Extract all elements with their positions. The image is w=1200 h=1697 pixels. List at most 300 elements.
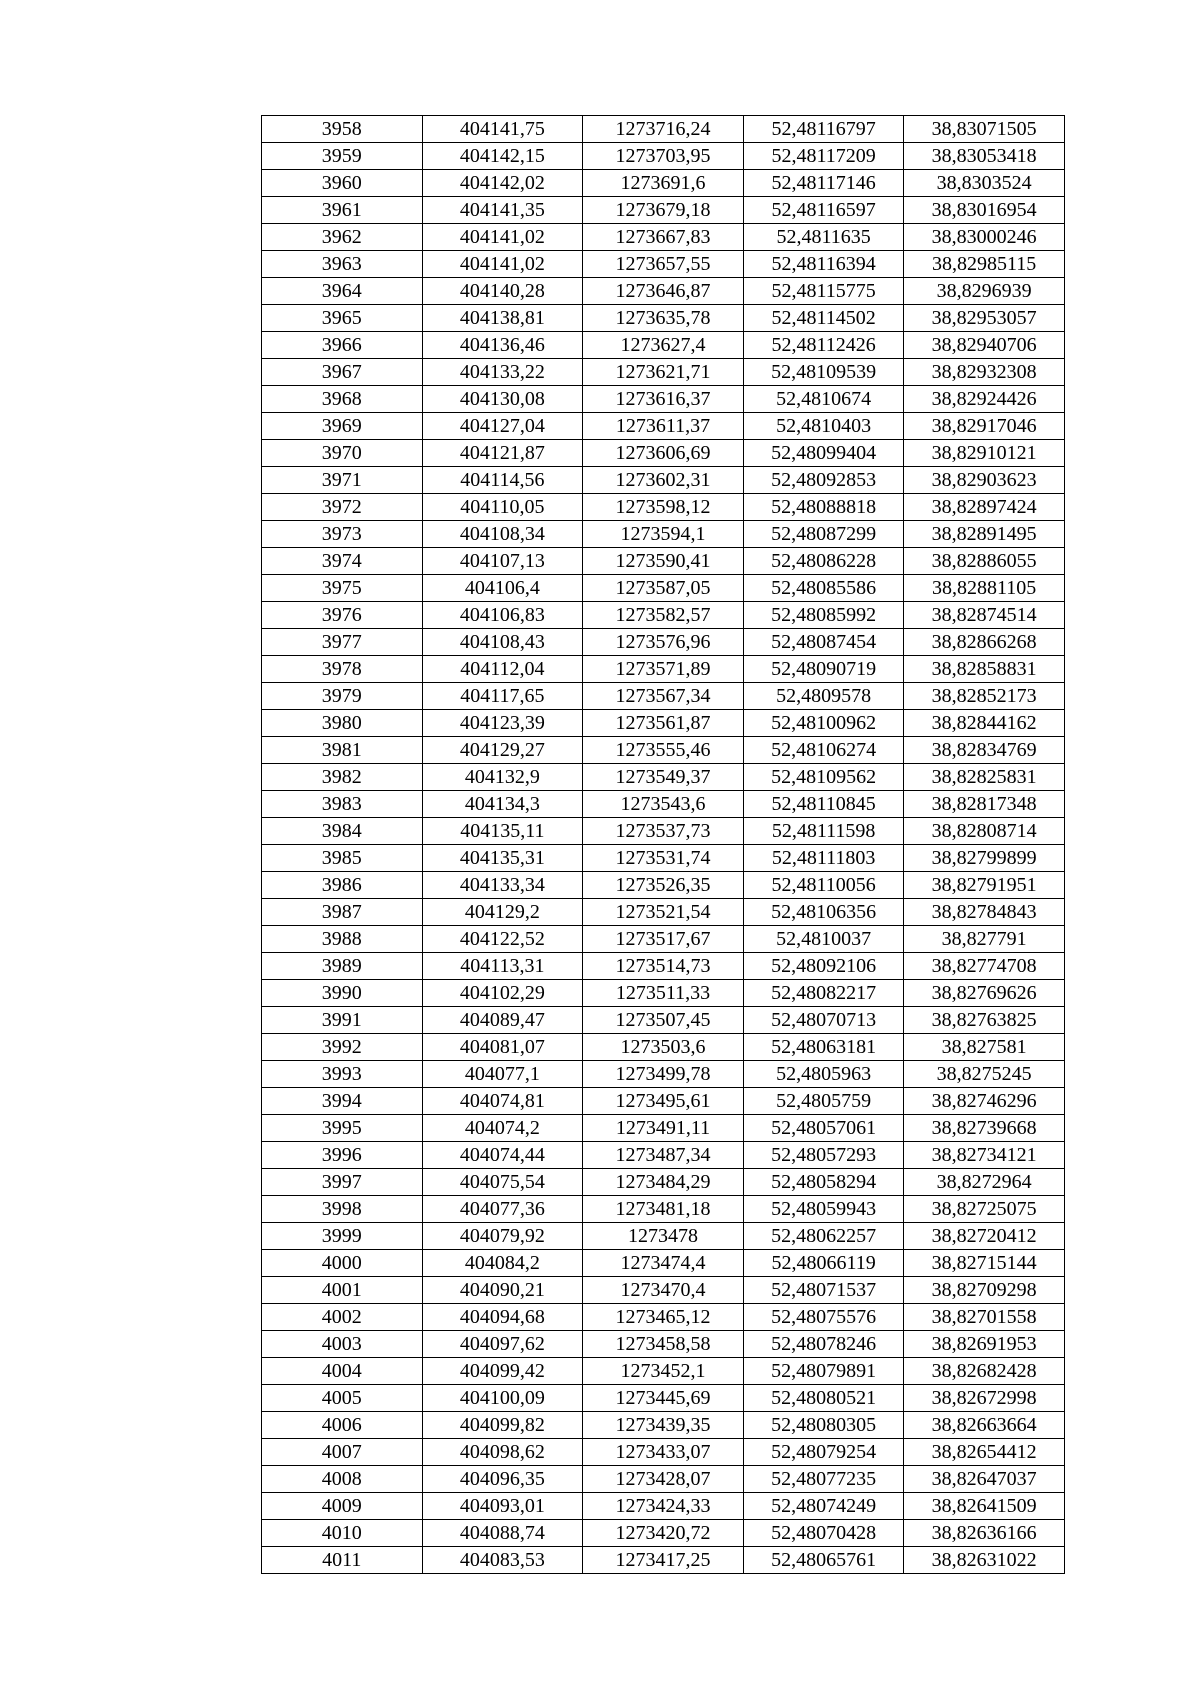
table-row bbox=[262, 1142, 1065, 1169]
latitude-cell: 52,48077235 bbox=[743, 1466, 904, 1493]
point-number-cell: 3978 bbox=[262, 656, 423, 683]
y-coordinate-cell: 1273514,73 bbox=[583, 953, 744, 980]
latitude-cell: 52,48079891 bbox=[743, 1358, 904, 1385]
x-coordinate-cell: 404133,22 bbox=[422, 359, 583, 386]
latitude-cell: 52,4805963 bbox=[743, 1061, 904, 1088]
x-coordinate-cell: 404089,47 bbox=[422, 1007, 583, 1034]
x-coordinate-cell: 404141,02 bbox=[422, 224, 583, 251]
point-number-cell: 4010 bbox=[262, 1520, 423, 1547]
table-row bbox=[262, 575, 1065, 602]
point-number-cell: 3986 bbox=[262, 872, 423, 899]
y-coordinate-cell: 1273495,61 bbox=[583, 1088, 744, 1115]
point-number-cell: 3996 bbox=[262, 1142, 423, 1169]
x-coordinate-cell: 404098,62 bbox=[422, 1439, 583, 1466]
point-number-cell: 3981 bbox=[262, 737, 423, 764]
y-coordinate-cell: 1273537,73 bbox=[583, 818, 744, 845]
y-coordinate-cell: 1273602,31 bbox=[583, 467, 744, 494]
longitude-cell: 38,82672998 bbox=[904, 1385, 1065, 1412]
longitude-cell: 38,82844162 bbox=[904, 710, 1065, 737]
longitude-cell: 38,83053418 bbox=[904, 143, 1065, 170]
longitude-cell: 38,82891495 bbox=[904, 521, 1065, 548]
longitude-cell: 38,827581 bbox=[904, 1034, 1065, 1061]
y-coordinate-cell: 1273470,4 bbox=[583, 1277, 744, 1304]
latitude-cell: 52,48087454 bbox=[743, 629, 904, 656]
x-coordinate-cell: 404132,9 bbox=[422, 764, 583, 791]
x-coordinate-cell: 404106,83 bbox=[422, 602, 583, 629]
y-coordinate-cell: 1273567,34 bbox=[583, 683, 744, 710]
table-row bbox=[262, 737, 1065, 764]
longitude-cell: 38,82932308 bbox=[904, 359, 1065, 386]
longitude-cell: 38,82769626 bbox=[904, 980, 1065, 1007]
point-number-cell: 3965 bbox=[262, 305, 423, 332]
y-coordinate-cell: 1273481,18 bbox=[583, 1196, 744, 1223]
latitude-cell: 52,48057061 bbox=[743, 1115, 904, 1142]
point-number-cell: 3995 bbox=[262, 1115, 423, 1142]
table-row bbox=[262, 1169, 1065, 1196]
latitude-cell: 52,4810037 bbox=[743, 926, 904, 953]
point-number-cell: 3963 bbox=[262, 251, 423, 278]
longitude-cell: 38,82825831 bbox=[904, 764, 1065, 791]
point-number-cell: 4007 bbox=[262, 1439, 423, 1466]
latitude-cell: 52,48088818 bbox=[743, 494, 904, 521]
point-number-cell: 3975 bbox=[262, 575, 423, 602]
y-coordinate-cell: 1273576,96 bbox=[583, 629, 744, 656]
latitude-cell: 52,48080305 bbox=[743, 1412, 904, 1439]
y-coordinate-cell: 1273420,72 bbox=[583, 1520, 744, 1547]
latitude-cell: 52,48080521 bbox=[743, 1385, 904, 1412]
x-coordinate-cell: 404074,2 bbox=[422, 1115, 583, 1142]
point-number-cell: 4011 bbox=[262, 1547, 423, 1574]
point-number-cell: 3992 bbox=[262, 1034, 423, 1061]
point-number-cell: 3991 bbox=[262, 1007, 423, 1034]
y-coordinate-cell: 1273439,35 bbox=[583, 1412, 744, 1439]
y-coordinate-cell: 1273621,71 bbox=[583, 359, 744, 386]
x-coordinate-cell: 404141,35 bbox=[422, 197, 583, 224]
longitude-cell: 38,82763825 bbox=[904, 1007, 1065, 1034]
latitude-cell: 52,48092853 bbox=[743, 467, 904, 494]
y-coordinate-cell: 1273543,6 bbox=[583, 791, 744, 818]
latitude-cell: 52,48111598 bbox=[743, 818, 904, 845]
y-coordinate-cell: 1273571,89 bbox=[583, 656, 744, 683]
y-coordinate-cell: 1273549,37 bbox=[583, 764, 744, 791]
longitude-cell: 38,82852173 bbox=[904, 683, 1065, 710]
table-row bbox=[262, 629, 1065, 656]
longitude-cell: 38,82734121 bbox=[904, 1142, 1065, 1169]
point-number-cell: 3976 bbox=[262, 602, 423, 629]
longitude-cell: 38,82917046 bbox=[904, 413, 1065, 440]
table-row bbox=[262, 1277, 1065, 1304]
table-row bbox=[262, 1466, 1065, 1493]
longitude-cell: 38,82881105 bbox=[904, 575, 1065, 602]
table-row bbox=[262, 953, 1065, 980]
longitude-cell: 38,82746296 bbox=[904, 1088, 1065, 1115]
coordinates-table bbox=[261, 115, 1065, 1574]
table-row bbox=[262, 1412, 1065, 1439]
y-coordinate-cell: 1273458,58 bbox=[583, 1331, 744, 1358]
point-number-cell: 3993 bbox=[262, 1061, 423, 1088]
latitude-cell: 52,48071537 bbox=[743, 1277, 904, 1304]
longitude-cell: 38,82725075 bbox=[904, 1196, 1065, 1223]
longitude-cell: 38,82903623 bbox=[904, 467, 1065, 494]
longitude-cell: 38,827791 bbox=[904, 926, 1065, 953]
point-number-cell: 3973 bbox=[262, 521, 423, 548]
table-row bbox=[262, 494, 1065, 521]
x-coordinate-cell: 404138,81 bbox=[422, 305, 583, 332]
point-number-cell: 4003 bbox=[262, 1331, 423, 1358]
table-row bbox=[262, 386, 1065, 413]
latitude-cell: 52,48115775 bbox=[743, 278, 904, 305]
point-number-cell: 3977 bbox=[262, 629, 423, 656]
table-row bbox=[262, 980, 1065, 1007]
x-coordinate-cell: 404140,28 bbox=[422, 278, 583, 305]
longitude-cell: 38,82874514 bbox=[904, 602, 1065, 629]
table-row bbox=[262, 1520, 1065, 1547]
table-row bbox=[262, 710, 1065, 737]
table-row bbox=[262, 1034, 1065, 1061]
point-number-cell: 3983 bbox=[262, 791, 423, 818]
y-coordinate-cell: 1273521,54 bbox=[583, 899, 744, 926]
latitude-cell: 52,48065761 bbox=[743, 1547, 904, 1574]
latitude-cell: 52,48117209 bbox=[743, 143, 904, 170]
x-coordinate-cell: 404130,08 bbox=[422, 386, 583, 413]
table-row bbox=[262, 1088, 1065, 1115]
y-coordinate-cell: 1273417,25 bbox=[583, 1547, 744, 1574]
table-row bbox=[262, 656, 1065, 683]
latitude-cell: 52,4809578 bbox=[743, 683, 904, 710]
point-number-cell: 4006 bbox=[262, 1412, 423, 1439]
latitude-cell: 52,48106356 bbox=[743, 899, 904, 926]
y-coordinate-cell: 1273491,11 bbox=[583, 1115, 744, 1142]
latitude-cell: 52,48066119 bbox=[743, 1250, 904, 1277]
y-coordinate-cell: 1273667,83 bbox=[583, 224, 744, 251]
longitude-cell: 38,8272964 bbox=[904, 1169, 1065, 1196]
longitude-cell: 38,82720412 bbox=[904, 1223, 1065, 1250]
longitude-cell: 38,8296939 bbox=[904, 278, 1065, 305]
latitude-cell: 52,48062257 bbox=[743, 1223, 904, 1250]
x-coordinate-cell: 404133,34 bbox=[422, 872, 583, 899]
point-number-cell: 4000 bbox=[262, 1250, 423, 1277]
table-row bbox=[262, 116, 1065, 143]
table-row bbox=[262, 845, 1065, 872]
x-coordinate-cell: 404135,11 bbox=[422, 818, 583, 845]
longitude-cell: 38,82858831 bbox=[904, 656, 1065, 683]
latitude-cell: 52,48070428 bbox=[743, 1520, 904, 1547]
latitude-cell: 52,4811635 bbox=[743, 224, 904, 251]
y-coordinate-cell: 1273445,69 bbox=[583, 1385, 744, 1412]
x-coordinate-cell: 404114,56 bbox=[422, 467, 583, 494]
x-coordinate-cell: 404108,43 bbox=[422, 629, 583, 656]
longitude-cell: 38,82834769 bbox=[904, 737, 1065, 764]
y-coordinate-cell: 1273428,07 bbox=[583, 1466, 744, 1493]
longitude-cell: 38,82897424 bbox=[904, 494, 1065, 521]
point-number-cell: 3998 bbox=[262, 1196, 423, 1223]
latitude-cell: 52,4810674 bbox=[743, 386, 904, 413]
latitude-cell: 52,48114502 bbox=[743, 305, 904, 332]
y-coordinate-cell: 1273465,12 bbox=[583, 1304, 744, 1331]
y-coordinate-cell: 1273616,37 bbox=[583, 386, 744, 413]
x-coordinate-cell: 404129,27 bbox=[422, 737, 583, 764]
latitude-cell: 52,48110845 bbox=[743, 791, 904, 818]
y-coordinate-cell: 1273611,37 bbox=[583, 413, 744, 440]
longitude-cell: 38,82817348 bbox=[904, 791, 1065, 818]
point-number-cell: 3972 bbox=[262, 494, 423, 521]
x-coordinate-cell: 404113,31 bbox=[422, 953, 583, 980]
point-number-cell: 3959 bbox=[262, 143, 423, 170]
latitude-cell: 52,48117146 bbox=[743, 170, 904, 197]
latitude-cell: 52,48058294 bbox=[743, 1169, 904, 1196]
longitude-cell: 38,83000246 bbox=[904, 224, 1065, 251]
table-row bbox=[262, 872, 1065, 899]
table-row bbox=[262, 170, 1065, 197]
point-number-cell: 3988 bbox=[262, 926, 423, 953]
longitude-cell: 38,82654412 bbox=[904, 1439, 1065, 1466]
x-coordinate-cell: 404077,1 bbox=[422, 1061, 583, 1088]
longitude-cell: 38,82953057 bbox=[904, 305, 1065, 332]
table-row bbox=[262, 197, 1065, 224]
longitude-cell: 38,82641509 bbox=[904, 1493, 1065, 1520]
y-coordinate-cell: 1273531,74 bbox=[583, 845, 744, 872]
y-coordinate-cell: 1273627,4 bbox=[583, 332, 744, 359]
y-coordinate-cell: 1273424,33 bbox=[583, 1493, 744, 1520]
y-coordinate-cell: 1273606,69 bbox=[583, 440, 744, 467]
x-coordinate-cell: 404112,04 bbox=[422, 656, 583, 683]
y-coordinate-cell: 1273507,45 bbox=[583, 1007, 744, 1034]
latitude-cell: 52,48082217 bbox=[743, 980, 904, 1007]
point-number-cell: 4002 bbox=[262, 1304, 423, 1331]
x-coordinate-cell: 404079,92 bbox=[422, 1223, 583, 1250]
latitude-cell: 52,48075576 bbox=[743, 1304, 904, 1331]
longitude-cell: 38,82682428 bbox=[904, 1358, 1065, 1385]
latitude-cell: 52,48059943 bbox=[743, 1196, 904, 1223]
y-coordinate-cell: 1273657,55 bbox=[583, 251, 744, 278]
point-number-cell: 3980 bbox=[262, 710, 423, 737]
point-number-cell: 4009 bbox=[262, 1493, 423, 1520]
longitude-cell: 38,82866268 bbox=[904, 629, 1065, 656]
point-number-cell: 3970 bbox=[262, 440, 423, 467]
longitude-cell: 38,82631022 bbox=[904, 1547, 1065, 1574]
x-coordinate-cell: 404090,21 bbox=[422, 1277, 583, 1304]
latitude-cell: 52,48087299 bbox=[743, 521, 904, 548]
x-coordinate-cell: 404136,46 bbox=[422, 332, 583, 359]
y-coordinate-cell: 1273587,05 bbox=[583, 575, 744, 602]
table-row bbox=[262, 521, 1065, 548]
longitude-cell: 38,82910121 bbox=[904, 440, 1065, 467]
longitude-cell: 38,8303524 bbox=[904, 170, 1065, 197]
y-coordinate-cell: 1273499,78 bbox=[583, 1061, 744, 1088]
table-row bbox=[262, 818, 1065, 845]
y-coordinate-cell: 1273635,78 bbox=[583, 305, 744, 332]
table-row bbox=[262, 926, 1065, 953]
x-coordinate-cell: 404141,02 bbox=[422, 251, 583, 278]
x-coordinate-cell: 404084,2 bbox=[422, 1250, 583, 1277]
table-row bbox=[262, 1358, 1065, 1385]
x-coordinate-cell: 404097,62 bbox=[422, 1331, 583, 1358]
latitude-cell: 52,48063181 bbox=[743, 1034, 904, 1061]
x-coordinate-cell: 404123,39 bbox=[422, 710, 583, 737]
table-row bbox=[262, 1223, 1065, 1250]
longitude-cell: 38,82691953 bbox=[904, 1331, 1065, 1358]
x-coordinate-cell: 404093,01 bbox=[422, 1493, 583, 1520]
longitude-cell: 38,82886055 bbox=[904, 548, 1065, 575]
table-row bbox=[262, 413, 1065, 440]
x-coordinate-cell: 404100,09 bbox=[422, 1385, 583, 1412]
x-coordinate-cell: 404107,13 bbox=[422, 548, 583, 575]
latitude-cell: 52,48110056 bbox=[743, 872, 904, 899]
point-number-cell: 3966 bbox=[262, 332, 423, 359]
y-coordinate-cell: 1273478 bbox=[583, 1223, 744, 1250]
x-coordinate-cell: 404121,87 bbox=[422, 440, 583, 467]
table-row bbox=[262, 1007, 1065, 1034]
longitude-cell: 38,82739668 bbox=[904, 1115, 1065, 1142]
latitude-cell: 52,48086228 bbox=[743, 548, 904, 575]
table-row bbox=[262, 1196, 1065, 1223]
latitude-cell: 52,48079254 bbox=[743, 1439, 904, 1466]
y-coordinate-cell: 1273691,6 bbox=[583, 170, 744, 197]
longitude-cell: 38,82774708 bbox=[904, 953, 1065, 980]
table-row bbox=[262, 1385, 1065, 1412]
x-coordinate-cell: 404083,53 bbox=[422, 1547, 583, 1574]
point-number-cell: 3999 bbox=[262, 1223, 423, 1250]
latitude-cell: 52,48116597 bbox=[743, 197, 904, 224]
point-number-cell: 3984 bbox=[262, 818, 423, 845]
x-coordinate-cell: 404141,75 bbox=[422, 116, 583, 143]
x-coordinate-cell: 404102,29 bbox=[422, 980, 583, 1007]
longitude-cell: 38,82784843 bbox=[904, 899, 1065, 926]
table-row bbox=[262, 278, 1065, 305]
table-row bbox=[262, 440, 1065, 467]
longitude-cell: 38,82940706 bbox=[904, 332, 1065, 359]
latitude-cell: 52,48100962 bbox=[743, 710, 904, 737]
y-coordinate-cell: 1273561,87 bbox=[583, 710, 744, 737]
table-row bbox=[262, 764, 1065, 791]
y-coordinate-cell: 1273582,57 bbox=[583, 602, 744, 629]
point-number-cell: 3971 bbox=[262, 467, 423, 494]
point-number-cell: 3982 bbox=[262, 764, 423, 791]
point-number-cell: 4001 bbox=[262, 1277, 423, 1304]
latitude-cell: 52,48090719 bbox=[743, 656, 904, 683]
longitude-cell: 38,82709298 bbox=[904, 1277, 1065, 1304]
longitude-cell: 38,82663664 bbox=[904, 1412, 1065, 1439]
point-number-cell: 3964 bbox=[262, 278, 423, 305]
table-row bbox=[262, 791, 1065, 818]
point-number-cell: 3960 bbox=[262, 170, 423, 197]
point-number-cell: 3979 bbox=[262, 683, 423, 710]
x-coordinate-cell: 404117,65 bbox=[422, 683, 583, 710]
x-coordinate-cell: 404106,4 bbox=[422, 575, 583, 602]
table-row bbox=[262, 1115, 1065, 1142]
table-row bbox=[262, 899, 1065, 926]
latitude-cell: 52,48116797 bbox=[743, 116, 904, 143]
x-coordinate-cell: 404135,31 bbox=[422, 845, 583, 872]
table-row bbox=[262, 251, 1065, 278]
table-row bbox=[262, 467, 1065, 494]
point-number-cell: 3997 bbox=[262, 1169, 423, 1196]
latitude-cell: 52,48109539 bbox=[743, 359, 904, 386]
x-coordinate-cell: 404088,74 bbox=[422, 1520, 583, 1547]
y-coordinate-cell: 1273598,12 bbox=[583, 494, 744, 521]
point-number-cell: 3989 bbox=[262, 953, 423, 980]
y-coordinate-cell: 1273484,29 bbox=[583, 1169, 744, 1196]
y-coordinate-cell: 1273716,24 bbox=[583, 116, 744, 143]
latitude-cell: 52,48070713 bbox=[743, 1007, 904, 1034]
x-coordinate-cell: 404099,42 bbox=[422, 1358, 583, 1385]
longitude-cell: 38,8275245 bbox=[904, 1061, 1065, 1088]
x-coordinate-cell: 404129,2 bbox=[422, 899, 583, 926]
x-coordinate-cell: 404122,52 bbox=[422, 926, 583, 953]
point-number-cell: 4004 bbox=[262, 1358, 423, 1385]
y-coordinate-cell: 1273526,35 bbox=[583, 872, 744, 899]
latitude-cell: 52,48112426 bbox=[743, 332, 904, 359]
longitude-cell: 38,83016954 bbox=[904, 197, 1065, 224]
coordinates-table-body bbox=[262, 116, 1065, 1574]
point-number-cell: 3990 bbox=[262, 980, 423, 1007]
table-row bbox=[262, 548, 1065, 575]
latitude-cell: 52,4805759 bbox=[743, 1088, 904, 1115]
table-row bbox=[262, 224, 1065, 251]
latitude-cell: 52,48109562 bbox=[743, 764, 904, 791]
latitude-cell: 52,48057293 bbox=[743, 1142, 904, 1169]
x-coordinate-cell: 404075,54 bbox=[422, 1169, 583, 1196]
point-number-cell: 4005 bbox=[262, 1385, 423, 1412]
latitude-cell: 52,48111803 bbox=[743, 845, 904, 872]
x-coordinate-cell: 404108,34 bbox=[422, 521, 583, 548]
x-coordinate-cell: 404077,36 bbox=[422, 1196, 583, 1223]
longitude-cell: 38,82647037 bbox=[904, 1466, 1065, 1493]
table-row bbox=[262, 1331, 1065, 1358]
y-coordinate-cell: 1273474,4 bbox=[583, 1250, 744, 1277]
latitude-cell: 52,48085586 bbox=[743, 575, 904, 602]
longitude-cell: 38,82808714 bbox=[904, 818, 1065, 845]
y-coordinate-cell: 1273511,33 bbox=[583, 980, 744, 1007]
point-number-cell: 4008 bbox=[262, 1466, 423, 1493]
point-number-cell: 3967 bbox=[262, 359, 423, 386]
y-coordinate-cell: 1273487,34 bbox=[583, 1142, 744, 1169]
latitude-cell: 52,48085992 bbox=[743, 602, 904, 629]
point-number-cell: 3974 bbox=[262, 548, 423, 575]
y-coordinate-cell: 1273679,18 bbox=[583, 197, 744, 224]
latitude-cell: 52,48074249 bbox=[743, 1493, 904, 1520]
longitude-cell: 38,82715144 bbox=[904, 1250, 1065, 1277]
x-coordinate-cell: 404074,44 bbox=[422, 1142, 583, 1169]
longitude-cell: 38,82701558 bbox=[904, 1304, 1065, 1331]
y-coordinate-cell: 1273703,95 bbox=[583, 143, 744, 170]
longitude-cell: 38,82791951 bbox=[904, 872, 1065, 899]
y-coordinate-cell: 1273517,67 bbox=[583, 926, 744, 953]
y-coordinate-cell: 1273646,87 bbox=[583, 278, 744, 305]
longitude-cell: 38,82636166 bbox=[904, 1520, 1065, 1547]
x-coordinate-cell: 404096,35 bbox=[422, 1466, 583, 1493]
table-row bbox=[262, 143, 1065, 170]
x-coordinate-cell: 404142,15 bbox=[422, 143, 583, 170]
table-row bbox=[262, 1061, 1065, 1088]
latitude-cell: 52,48106274 bbox=[743, 737, 904, 764]
latitude-cell: 52,48092106 bbox=[743, 953, 904, 980]
x-coordinate-cell: 404127,04 bbox=[422, 413, 583, 440]
y-coordinate-cell: 1273594,1 bbox=[583, 521, 744, 548]
table-row bbox=[262, 1250, 1065, 1277]
point-number-cell: 3958 bbox=[262, 116, 423, 143]
latitude-cell: 52,48078246 bbox=[743, 1331, 904, 1358]
latitude-cell: 52,48099404 bbox=[743, 440, 904, 467]
x-coordinate-cell: 404099,82 bbox=[422, 1412, 583, 1439]
x-coordinate-cell: 404110,05 bbox=[422, 494, 583, 521]
x-coordinate-cell: 404074,81 bbox=[422, 1088, 583, 1115]
table-row bbox=[262, 1304, 1065, 1331]
table-row bbox=[262, 1439, 1065, 1466]
point-number-cell: 3985 bbox=[262, 845, 423, 872]
point-number-cell: 3987 bbox=[262, 899, 423, 926]
point-number-cell: 3961 bbox=[262, 197, 423, 224]
